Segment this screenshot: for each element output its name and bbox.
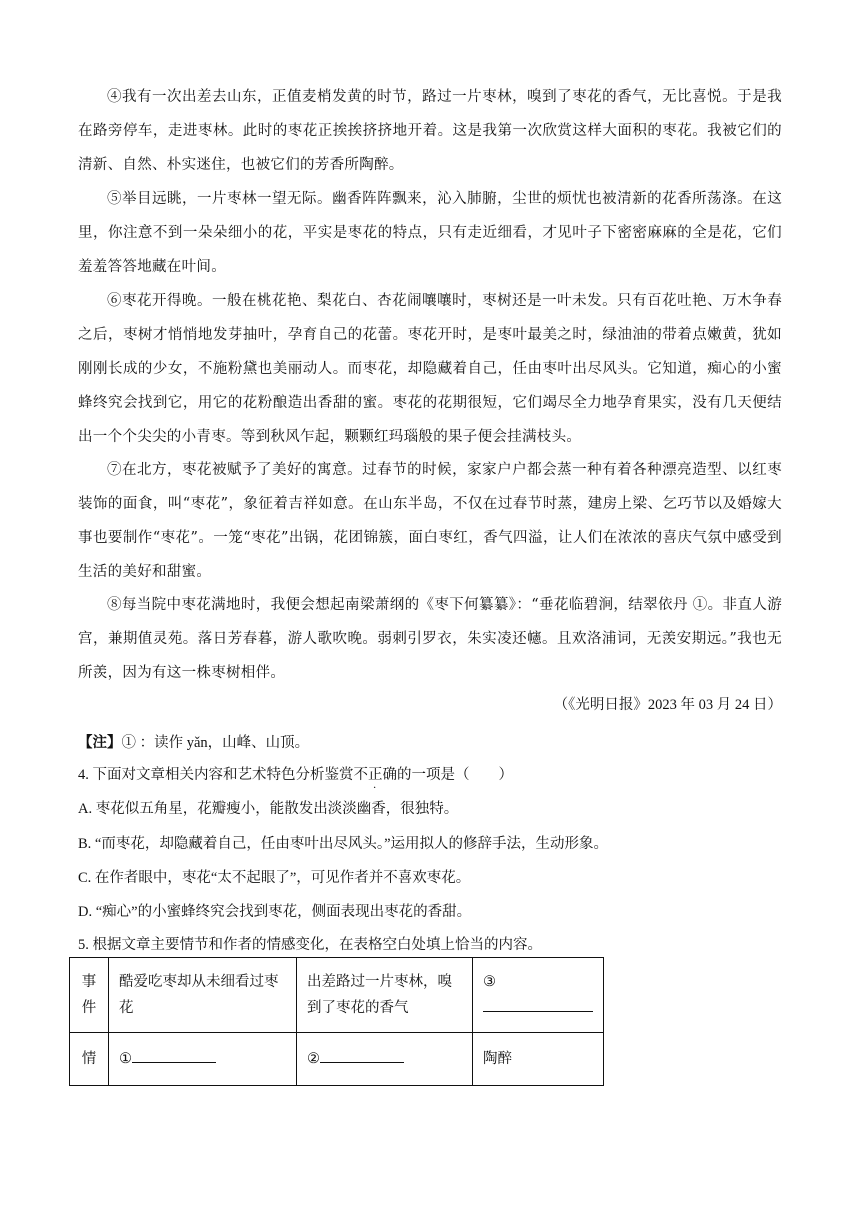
footnote-label: 【注】 xyxy=(78,735,122,751)
table-cell-event-2: 出差路过一片枣林，嗅到了枣花的香气 xyxy=(297,958,473,1033)
paragraph-6: ⑥枣花开得晚。一般在桃花艳、梨花白、杏花闹嚷嚷时，枣树还是一叶未发。只有百花吐艳、万木争春之后，枣树才悄悄地发芽抽叶，孕育自己的花蕾。枣花开时，是枣叶最美之时，绿油油的带着点嫩黄，犹如刚刚长成的少女，不施粉黛也美丽动人。而枣花，却隐藏着自己，任由枣叶出尽风头。它知道，痴心的小蜜蜂终究会找到它，用它的花粉酿造出香甜的蜜。枣花的花期很短，它们竭尽全力地孕育果实，没有几天便结出一个个尖尖的小青枣。等到秋风乍起，颗颗红玛瑙般的果子便会挂满枝头。 xyxy=(78,293,782,445)
question-4-option-a: A. 枣花似五角星，花瓣瘦小，能散发出淡淡幽香，很独特。 xyxy=(78,801,459,817)
table-row-events xyxy=(70,958,604,1033)
table-cell-event-1: 酷爱吃枣却从未细看过枣花 xyxy=(109,958,297,1033)
question-4-stem xyxy=(78,763,782,784)
table-cell-emotion-2[interactable] xyxy=(297,1033,473,1086)
question-4-emphasis: 不正确 xyxy=(353,767,397,783)
question-4-option-c: C. 在作者眼中，枣花“太不起眼了”，可见作者并不喜欢枣花。 xyxy=(78,870,471,886)
blank-1-line xyxy=(132,1061,216,1063)
table-row-emotions xyxy=(70,1033,604,1086)
paragraph-7: ⑦在北方，枣花被赋予了美好的寓意。过春节的时候，家家户户都会蒸一种有着各种漂亮造型、以红枣装饰的面食，叫“枣花”，象征着吉祥如意。在山东半岛，不仅在过春节时蒸，建房上梁、乞巧节以及婚嫁大事也要制作“枣花”。一笼“枣花”出锅，花团锦簇，面白枣红，香气四溢，让人们在浓浓的喜庆气氛中感受到生活的美好和甜蜜。 xyxy=(78,462,782,580)
question-4-option-b: B. “而枣花，却隐藏着自己，任由枣叶出尽风头。”运用拟人的修辞手法，生动形象。 xyxy=(78,836,609,852)
question-5-table xyxy=(69,957,604,1086)
question-5-stem: 5. 根据文章主要情节和作者的情感变化，在表格空白处填上恰当的内容。 xyxy=(78,937,542,953)
blank-2-line xyxy=(320,1061,404,1063)
table-head-emotions: 情 xyxy=(70,1033,109,1086)
question-4-option-d: D. “痴心”的小蜜蜂终究会找到枣花，侧面表现出枣花的香甜。 xyxy=(78,904,472,920)
table-cell-emotion-3: 陶醉 xyxy=(473,1033,604,1086)
paragraph-5: ⑤举目远眺，一片枣林一望无际。幽香阵阵飘来，沁入肺腑，尘世的烦忧也被清新的花香所荡涤。在这里，你注意不到一朵朵细小的花，平实是枣花的特点，只有走近细看，才见叶子下密密麻麻的全是花，它们羞羞答答地藏在叶间。 xyxy=(78,191,782,275)
question-4-stem-after: 的一项是（ ） xyxy=(397,767,513,783)
blank-3-line xyxy=(483,1010,593,1012)
blank-1-label: ① xyxy=(119,1051,132,1067)
footnote-text: ① ：读作 yǎn，山峰、山顶。 xyxy=(121,735,310,751)
paragraph-8: ⑧每当院中枣花满地时，我便会想起南梁萧纲的《枣下何纂纂》：“垂花临碧涧，结翠依丹 ①。非直人游宫，兼期值灵苑。落日芳春暮，游人歌吹晚。弱刺引罗衣，朱实凌还幰。且欢洛浦词，无羡安期远。”我也无所羡，因为有这一株枣树相伴。 xyxy=(78,597,782,681)
blank-2-label: ② xyxy=(307,1051,320,1067)
paragraph-4: ④我有一次出差去山东，正值麦梢发黄的时节，路过一片枣林，嗅到了枣花的香气，无比喜悦。于是我在路旁停车，走进枣林。此时的枣花正挨挨挤挤地开着。这是我第一次欣赏这样大面积的枣花。我被它们的清新、自然、朴实迷住，也被它们的芳香所陶醉。 xyxy=(78,89,782,173)
table-cell-event-3[interactable] xyxy=(473,958,604,1033)
article-source: （《光明日报》2023 年 03 月 24 日） xyxy=(553,697,782,713)
blank-3-label: ③ xyxy=(483,974,496,990)
table-head-events: 事件 xyxy=(70,958,109,1033)
footnote xyxy=(78,731,782,752)
question-4-stem-before: 4. 下面对文章相关内容和艺术特色分析鉴赏 xyxy=(78,767,354,783)
table-cell-emotion-1[interactable] xyxy=(109,1033,297,1086)
